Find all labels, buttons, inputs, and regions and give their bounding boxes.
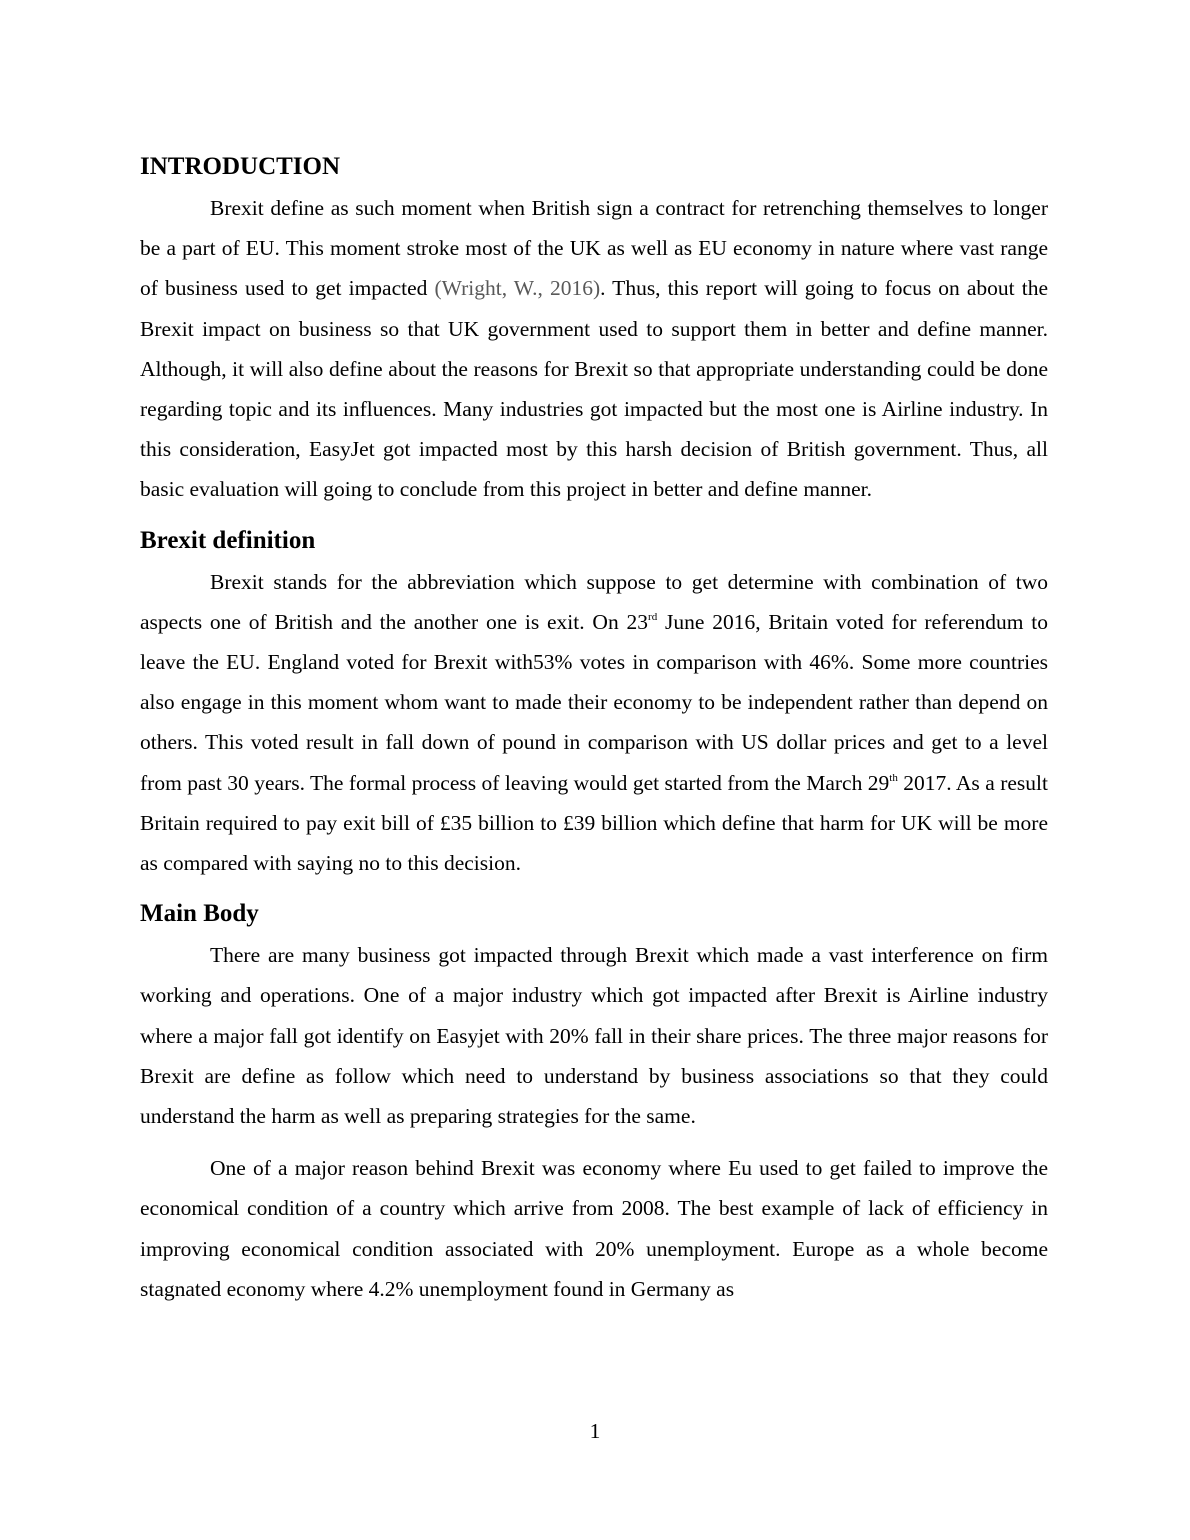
heading-introduction: INTRODUCTION <box>140 153 341 180</box>
heading-main-body: Main Body <box>140 900 259 928</box>
intro-paragraph <box>140 188 1048 510</box>
ordinal-superscript: th <box>889 771 898 784</box>
main-body-paragraph-1: There are many business got impacted through Brexit which made a vast interference on firm working and operations. One of a major industry which got impacted after Brexit is Airline industry where a major fall got identify on Easyjet with 20% fall in their share prices. The three major reasons for Brexit are define as follow which need to understand by business associations so that they could understand the harm as well as preparing strategies for the same. <box>140 943 1048 1129</box>
citation: (Wright, W., 2016) <box>434 276 601 301</box>
intro-text-a: Brexit define as such moment when British sign a contract for retrenching themselves to longer be a part of EU. This moment stroke most of the UK as well as EU economy in nature where vast range of business used to get impacted <box>140 196 1048 301</box>
intro-text-b: . Thus, this report will going to focus on about the Brexit impact on business so that UK government used to support them in better and define manner. Although, it will also define about the reasons for Brexit so that appropriate understanding could be done regarding topic and its influences. Many industries got impacted but the most one is Airline industry. In this consideration, EasyJet got impacted most by this harsh decision of British government. Thus, all basic evaluation will going to conclude from this project in better and define manner. <box>140 276 1048 502</box>
definition-text-a: Brexit stands for the abbreviation which suppose to get determine with combination of two aspects one of British and the another one is exit. On 23 <box>140 569 1048 634</box>
heading-brexit-definition: Brexit definition <box>140 526 316 554</box>
definition-text-b: June 2016, Britain voted for referendum to leave the EU. England voted for Brexit with53% votes in comparison with 46%. Some more countries also engage in this moment whom want to made their economy to be independent rather than depend on others. This voted result in fall down of pound in comparison with US dollar prices and get to a level from past 30 years. The formal process of leaving would get started from the March 29 <box>140 609 1048 795</box>
definition-paragraph <box>140 562 1048 884</box>
document-page <box>140 148 1048 1321</box>
page-number: 1 <box>589 1419 601 1443</box>
definition-text-c: 2017. As a result Britain required to pay exit bill of £35 billion to £39 billion which define that harm for UK will be more as compared with saying no to this decision. <box>140 770 1048 876</box>
main-body-paragraph-2: One of a major reason behind Brexit was economy where Eu used to get failed to improve the economical condition of a country which arrive from 2008. The best example of lack of efficiency in improving economical condition associated with 20% unemployment. Europe as a whole become stagnated economy where 4.2% unemployment found in Germany as <box>140 1156 1048 1301</box>
ordinal-superscript: rd <box>648 610 658 623</box>
